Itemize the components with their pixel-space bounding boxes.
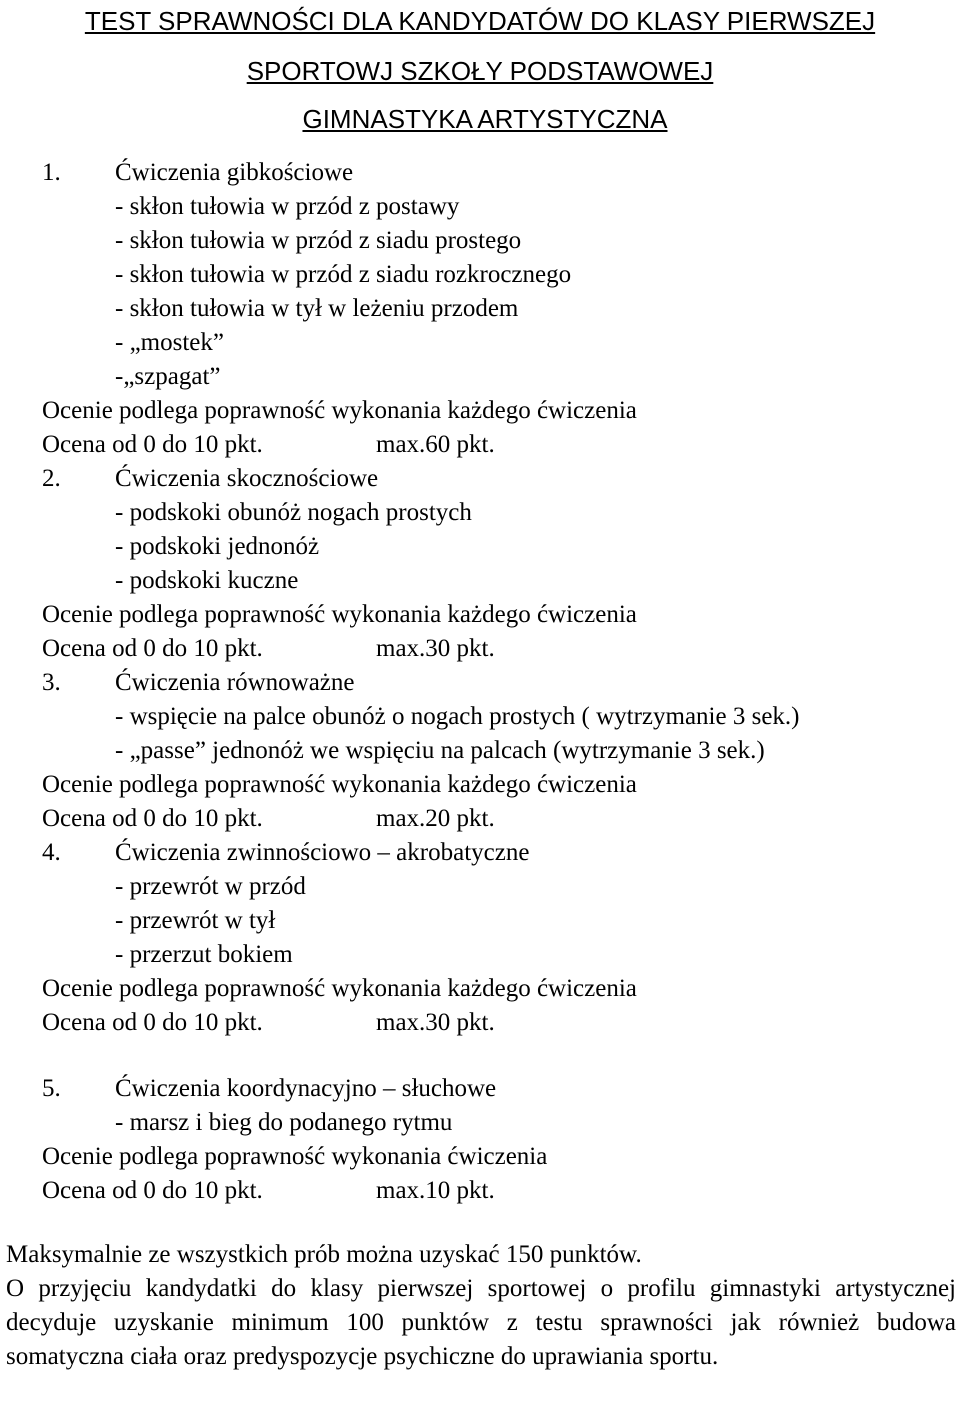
section-number: 4. [42, 839, 61, 866]
section-number: 3. [42, 669, 61, 696]
section-number: 1. [42, 159, 61, 186]
summary-text: Maksymalnie ze wszystkich prób można uzyskać 150 punktów. [6, 1241, 642, 1268]
assessment-note: Ocenie podlega poprawność wykonania ćwiczenia [42, 1143, 548, 1170]
list-item: - skłon tułowia w przód z siadu prostego [115, 227, 522, 254]
score-range: Ocena od 0 do 10 pkt. [42, 1177, 263, 1204]
title-line-2: SPORTOWJ SZKOŁY PODSTAWOWEJ [246, 56, 714, 86]
score-range: Ocena od 0 do 10 pkt. [42, 805, 263, 832]
conclusion-paragraph: O przyjęciu kandydatki do klasy pierwszej sportowej o profilu gimnastyki artystycznej decyduje uzyskanie minimum 100 punktów z testu sprawności jak również budowa somatyczna ciała oraz predyspozycje psychiczne do uprawiania sportu. [6, 1275, 956, 1370]
section-heading: Ćwiczenia koordynacyjno – słuchowe [115, 1075, 497, 1102]
list-item: - przewrót w tył [115, 907, 276, 934]
score-range: Ocena od 0 do 10 pkt. [42, 431, 263, 458]
list-item: - „passe” jednonóż we wspięciu na palcach (wytrzymanie 3 sek.) [115, 737, 765, 764]
list-item: -„szpagat” [115, 363, 221, 390]
list-item: - wspięcie na palce obunóż o nogach prostych ( wytrzymanie 3 sek.) [115, 703, 800, 730]
list-item: - marsz i bieg do podanego rytmu [115, 1109, 453, 1136]
score-range: Ocena od 0 do 10 pkt. [42, 1009, 263, 1036]
list-item: - skłon tułowia w tył w leżeniu przodem [115, 295, 519, 322]
max-score: max.60 pkt. [376, 431, 495, 458]
section-heading: Ćwiczenia gibkościowe [115, 159, 354, 186]
list-item: - podskoki obunóż nogach prostych [115, 499, 472, 526]
list-item: - przewrót w przód [115, 873, 306, 900]
section-number: 5. [42, 1075, 61, 1102]
list-item: - podskoki jednonóż [115, 533, 320, 560]
max-score: max.10 pkt. [376, 1177, 495, 1204]
assessment-note: Ocenie podlega poprawność wykonania każdego ćwiczenia [42, 975, 637, 1002]
section-heading: Ćwiczenia zwinnościowo – akrobatyczne [115, 839, 530, 866]
list-item: - „mostek” [115, 329, 224, 356]
list-item: - skłon tułowia w przód z postawy [115, 193, 460, 220]
score-range: Ocena od 0 do 10 pkt. [42, 635, 263, 662]
max-score: max.30 pkt. [376, 635, 495, 662]
title-line-1: TEST SPRAWNOŚCI DLA KANDYDATÓW DO KLASY PIERWSZEJ [84, 6, 876, 36]
title-line-3: GIMNASTYKA ARTYSTYCZNA [302, 104, 668, 134]
max-score: max.30 pkt. [376, 1009, 495, 1036]
list-item: - podskoki kuczne [115, 567, 299, 594]
section-number: 2. [42, 465, 61, 492]
section-heading: Ćwiczenia równoważne [115, 669, 355, 696]
assessment-note: Ocenie podlega poprawność wykonania każdego ćwiczenia [42, 771, 637, 798]
list-item: - przerzut bokiem [115, 941, 293, 968]
list-item: - skłon tułowia w przód z siadu rozkrocznego [115, 261, 572, 288]
max-score: max.20 pkt. [376, 805, 495, 832]
section-heading: Ćwiczenia skocznościowe [115, 465, 379, 492]
assessment-note: Ocenie podlega poprawność wykonania każdego ćwiczenia [42, 601, 637, 628]
assessment-note: Ocenie podlega poprawność wykonania każdego ćwiczenia [42, 397, 637, 424]
